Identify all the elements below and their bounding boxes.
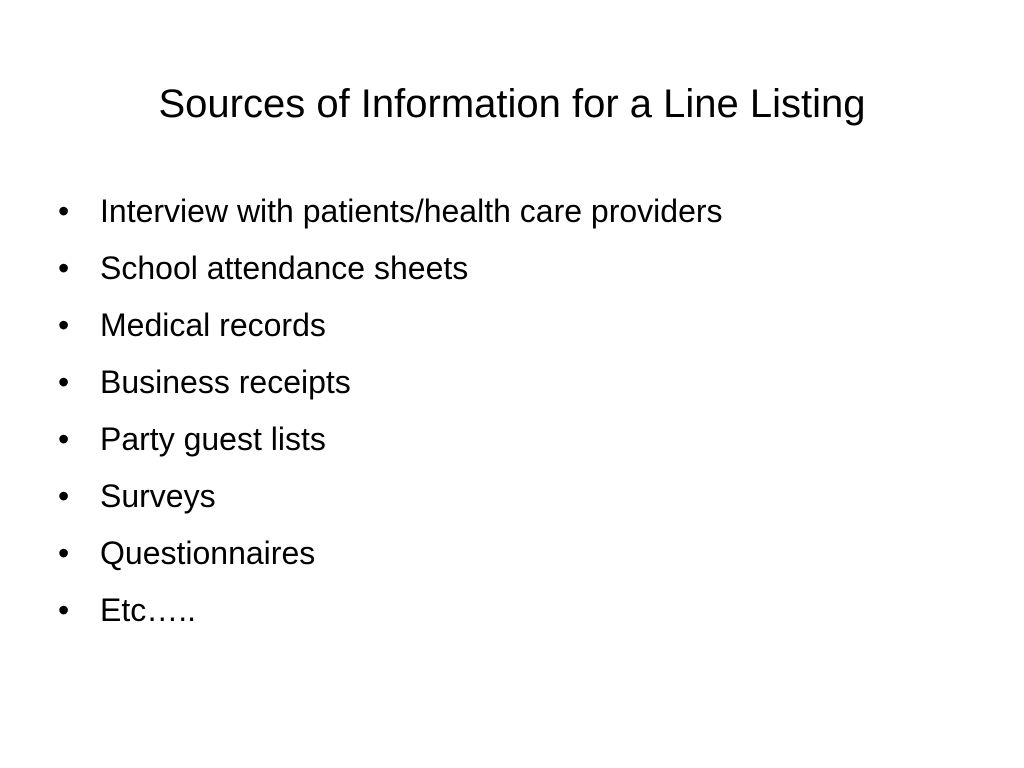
bullet-item-surveys (58, 468, 723, 525)
bullet-item-interview (58, 183, 723, 240)
slide-title: Sources of Information for a Line Listing (158, 82, 866, 126)
bullet-text: Etc….. (100, 592, 197, 628)
bullet-icon: • (58, 307, 70, 343)
bullet-text: Surveys (100, 478, 216, 514)
bullet-icon: • (58, 250, 70, 286)
bullet-icon: • (58, 478, 70, 514)
bullet-text: Business receipts (100, 364, 351, 400)
bullet-item-party-guest-lists (58, 411, 723, 468)
bullet-icon: • (58, 535, 70, 571)
bullet-icon: • (58, 193, 70, 229)
bullet-icon: • (58, 364, 70, 400)
bullet-icon: • (58, 592, 70, 628)
bullet-icon: • (58, 421, 70, 457)
bullet-text: Medical records (100, 307, 326, 343)
bullet-text: Party guest lists (100, 421, 326, 457)
bullet-item-school-attendance (58, 240, 723, 297)
bullet-text: Questionnaires (100, 535, 316, 571)
bullet-item-questionnaires (58, 525, 723, 582)
bullet-item-medical-records (58, 297, 723, 354)
bullet-item-business-receipts (58, 354, 723, 411)
bullet-text: School attendance sheets (100, 250, 469, 286)
bullet-text: Interview with patients/health care providers (100, 193, 723, 229)
bullet-item-etc (58, 582, 723, 639)
bullet-list (58, 183, 723, 639)
